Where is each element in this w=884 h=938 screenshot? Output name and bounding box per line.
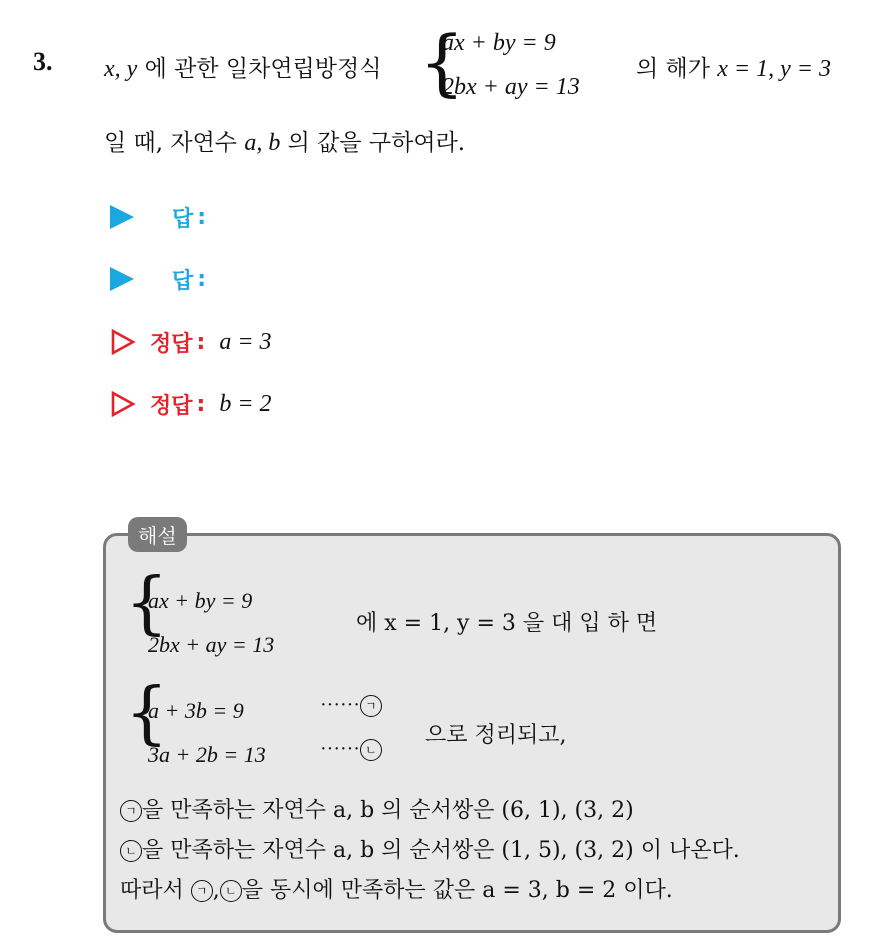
intro-text: 에 관한 일차연립방정식 [144,56,382,82]
answer-row-2 [110,262,206,296]
system-eq1: ax + by = 9 [442,30,556,56]
circled-n-marker: ㄴ [120,840,142,862]
correct-value-b: b = 2 [219,390,272,417]
explain-line1 [120,793,634,824]
sys2-tail: 으로 정리되고, [425,723,567,748]
correct-value-a: a = 3 [219,328,272,355]
circled-n-marker: ㄴ [220,880,242,902]
sys2-dots2 [320,738,382,761]
outline-triangle-icon [110,329,136,355]
solution-text: 의 해가 [636,56,710,82]
solution-math: x = 1, y = 3 [717,56,831,82]
sys1-brace: { [125,564,169,643]
play-triangle-icon [110,267,134,291]
play-triangle-icon [110,205,134,229]
correct-label: 정답 [150,393,193,419]
system-eq2: 2bx + ay = 13 [442,74,580,100]
sys2-dots1 [320,694,382,717]
correct-answer-row-2 [110,387,272,421]
answer-colon: : [197,204,207,230]
solution-clause [636,50,831,83]
problem-intro [104,50,381,83]
explain-line3: 따라서 ㄱ , ㄴ 을 동시에 만족하는 값은 a = 3, b = 2 이다. [120,878,673,903]
correct-answer-row-1 [110,325,272,359]
problem-line2 [104,124,465,157]
explanation-tag: 해설 [128,517,187,552]
sys2-brace: { [125,674,169,753]
line2-text: 을 만족하는 자연수 a, b 의 순서쌍은 (1, 5), (3, 2) 이 나온다. [142,838,740,863]
circled-g-marker: ㄱ [191,880,213,902]
circled-n-marker: ㄴ [360,739,382,761]
outline-triangle-icon [110,391,136,417]
sys1-tail: 에 x = 1, y = 3 을 대 입 하 면 [356,611,658,636]
answer-label: 답 [172,206,194,232]
sys2-eq1: a + 3b = 9 [148,698,244,723]
answer-row-1 [110,200,206,234]
sys1-eq1: ax + by = 9 [148,588,253,613]
correct-colon: : [196,391,206,417]
line2-pre: 일 때, 자연수 [104,130,238,156]
problem-number: 3. [33,47,53,76]
intro-vars: x, y [104,56,138,82]
line3-pre: 따라서 [120,878,184,903]
line2-vars: a, b [244,130,281,156]
sys2-eq2: 3a + 2b = 13 [148,742,266,767]
answer-colon: : [197,266,207,292]
answer-label: 답 [172,268,194,294]
dots: ······ [320,738,360,760]
dots: ······ [320,694,360,716]
circled-g-marker: ㄱ [360,695,382,717]
line1-text: 을 만족하는 자연수 a, b 의 순서쌍은 (6, 1), (3, 2) [142,798,634,823]
circled-g-marker: ㄱ [120,800,142,822]
system-brace: { [419,20,465,104]
correct-colon: : [196,329,206,355]
explain-line2 [120,833,740,864]
correct-label: 정답 [150,331,193,357]
line2-post: 의 값을 구하여라. [287,130,466,156]
line3-post: 을 동시에 만족하는 값은 a = 3, b = 2 이다. [241,878,673,903]
sys1-eq2: 2bx + ay = 13 [148,632,275,657]
